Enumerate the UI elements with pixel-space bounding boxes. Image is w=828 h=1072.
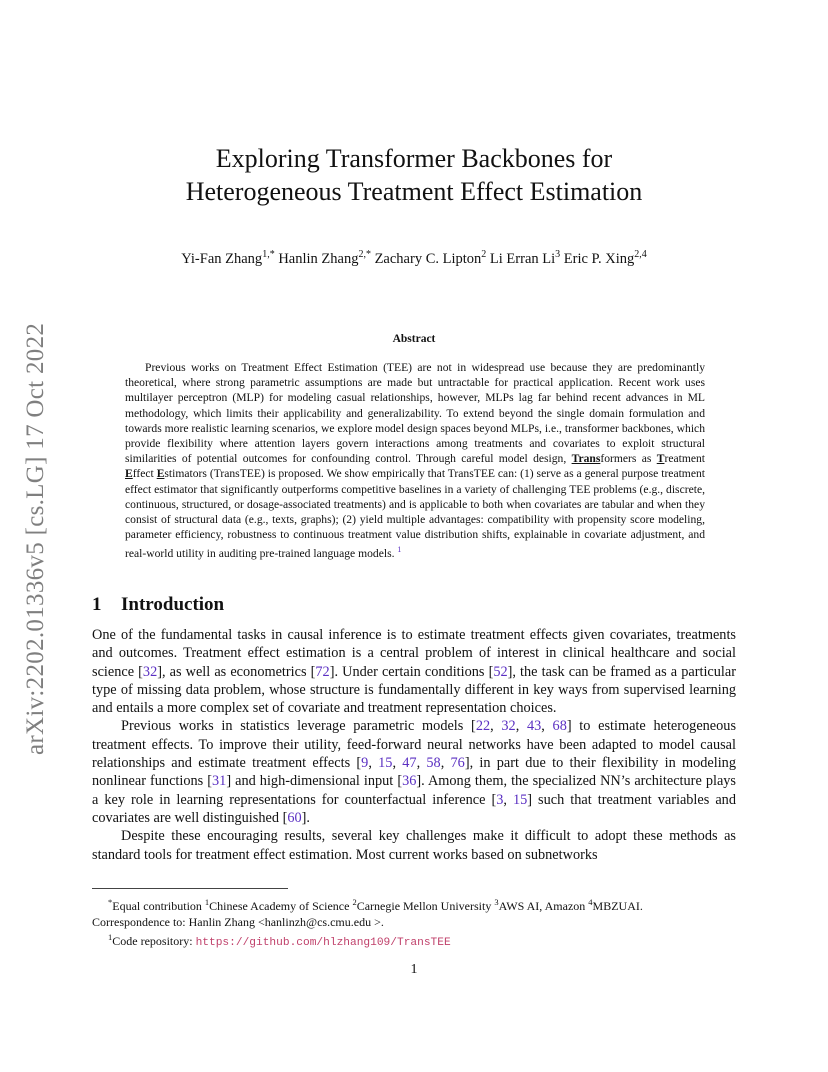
author-affiliation-mark: 3 xyxy=(555,249,561,260)
paper-title xyxy=(0,142,828,208)
equal-contribution-note: Equal contribution xyxy=(112,899,205,913)
section-title: Introduction xyxy=(121,594,225,615)
body-text: , xyxy=(541,718,553,735)
footnote-mark: 1 xyxy=(204,897,210,907)
body-text: Despite these encouraging results, several key challenges make it difficult to adopt these methods as standard tools for treatment effect estimation. Most current works based on subnetworks xyxy=(92,828,736,863)
author-name: Zachary C. Lipton xyxy=(374,250,482,267)
body-paragraph xyxy=(92,717,736,827)
body-text: , xyxy=(503,791,513,808)
citation-link[interactable]: 72 xyxy=(315,663,330,680)
citation-link[interactable]: 3 xyxy=(496,791,504,808)
introduction-body xyxy=(92,626,736,864)
section-heading-introduction xyxy=(92,594,224,616)
author-affiliation-mark: 2,4 xyxy=(634,249,647,260)
body-text: ] to estimate heterogeneous treatment effects. To improve their utility, feed-forward neural networks have been adapted to model causal relationships and estimate treatment effects [ xyxy=(92,718,737,772)
footnote-link[interactable]: 1 xyxy=(397,545,402,555)
body-text: , xyxy=(416,755,427,772)
code-footnote xyxy=(92,930,736,952)
citation-link[interactable]: 58 xyxy=(426,755,441,772)
body-text: , xyxy=(440,755,451,772)
body-text: , xyxy=(515,718,527,735)
citation-link[interactable]: 60 xyxy=(287,809,302,826)
footnote-mark: 2 xyxy=(352,897,357,907)
citation-link[interactable]: 68 xyxy=(552,718,567,735)
citation-link[interactable]: 15 xyxy=(512,791,528,808)
acronym-letters: Trans xyxy=(571,452,601,466)
author-affiliation-mark: 1,* xyxy=(262,249,275,260)
section-number: 1 xyxy=(92,594,102,615)
body-text: , xyxy=(392,755,403,772)
body-text: ]. Under certain conditions [ xyxy=(329,663,494,680)
author-name: Eric P. Xing xyxy=(563,250,635,267)
title-line-1: Exploring Transformer Backbones for xyxy=(215,144,613,173)
citation-link[interactable]: 47 xyxy=(402,755,417,772)
body-paragraph xyxy=(92,827,736,864)
acronym-rest: formers as xyxy=(600,452,657,466)
footnote-rule xyxy=(92,888,288,889)
body-text: One of the fundamental tasks in causal inference is to estimate treatment effects given covariates, treatments and outcomes. Treatment effect estimation is a central problem of interest in clinical healthcare and social science [ xyxy=(92,627,736,680)
citation-link[interactable]: 32 xyxy=(501,718,516,735)
acronym-letters: E xyxy=(125,467,133,481)
affiliation: Chinese Academy of Science xyxy=(209,899,353,913)
footnote-mark: 4 xyxy=(588,897,593,907)
abstract-text-start: Previous works on Treatment Effect Estimation (TEE) are not in widespread use because they are predominantly theoretical, where strong parametric assumptions are made but untractable for practical application. Recent work uses multilayer perceptron (MLP) for modeling casual relationships, however, MLPs lag far behind recent advances in ML methodology, which limits their applicability and generalizability. To extend beyond the single domain formulation and towards more realistic learning scenarios, we explore model design spaces beyond MLPs, i.e., transformer backbones, which provide flexibility where attention layers govern interactions among treatments and covariates to exploit structural similarities of potential outcomes for confounding control. Through careful model design, xyxy=(125,361,705,466)
body-text: ]. xyxy=(301,809,310,826)
acronym-letters: T xyxy=(656,452,665,466)
code-repository-link[interactable]: https://github.com/hlzhang109/TransTEE xyxy=(195,937,451,949)
body-text: , xyxy=(368,755,379,772)
abstract-heading: Abstract xyxy=(392,333,436,345)
citation-link[interactable]: 76 xyxy=(450,755,465,772)
affiliation: Carnegie Mellon University xyxy=(356,899,495,913)
affiliation-footnote xyxy=(92,895,736,915)
citation-link[interactable]: 36 xyxy=(402,773,417,790)
author-affiliation-mark: 2,* xyxy=(358,249,371,260)
body-text: ] and high-dimensional input [ xyxy=(226,773,403,790)
title-line-2: Heterogeneous Treatment Effect Estimation xyxy=(185,177,643,206)
body-text: ], the task can be framed as a particular type of missing data problem, whose structure is fundamentally different in key ways from supervised learning and entails a more complex set of covariate and treatment representation choices. xyxy=(92,663,736,717)
body-text: , xyxy=(490,718,502,735)
citation-link[interactable]: 31 xyxy=(212,773,227,790)
body-text: ] such that treatment variables and covariates are well distinguished [ xyxy=(92,791,736,826)
abstract-paragraph xyxy=(125,360,705,562)
citation-link[interactable]: 22 xyxy=(475,718,491,735)
body-paragraph xyxy=(92,626,736,717)
citation-link[interactable]: 52 xyxy=(493,663,508,680)
affiliation: AWS AI, Amazon xyxy=(498,899,589,913)
author-list xyxy=(0,249,828,268)
body-text: ], in part due to their flexibility in modeling nonlinear functions [ xyxy=(92,755,736,790)
citation-link[interactable]: 15 xyxy=(378,755,393,772)
abstract-text-end: is proposed. We show empirically that TransTEE can: (1) serve as a general purpose treatment effect estimator that significantly outperforms competitive baselines in a variety of challenging TEE problems (e.g., discrete, continuous, structured, or dosage-associated treatments) and is applicable to both when covariates are tabular and when they consist of structural data (e.g., texts, graphs); (2) yield multiple advantages: compatibility with propensity score modeling, parameter efficiency, robustness to continuous treatment value distribution shifts, explainable in covariate adjustment, and real-world utility in auditing pre-trained language models. xyxy=(125,467,705,561)
acronym-rest: stimators (TransTEE) xyxy=(164,467,265,481)
correspondence-note: Correspondence to: Hanlin Zhang <hanlinzh@cs.cmu.edu >. xyxy=(92,914,384,929)
author-name: Li Erran Li xyxy=(489,250,556,267)
acronym-rest: ffect xyxy=(132,467,157,481)
page-number: 1 xyxy=(410,962,418,977)
acronym-letters: E xyxy=(156,467,165,481)
author-name: Yi-Fan Zhang xyxy=(181,250,263,267)
author-name: Hanlin Zhang xyxy=(278,250,359,267)
citation-link[interactable]: 9 xyxy=(361,755,369,772)
body-text: ], as well as econometrics [ xyxy=(157,663,316,680)
affiliation: MBZUAI. xyxy=(592,899,643,913)
citation-link[interactable]: 32 xyxy=(142,663,158,680)
footnote-mark: * xyxy=(108,897,113,907)
footnotes xyxy=(92,895,736,952)
body-text: Previous works in statistics leverage parametric models [ xyxy=(121,718,476,735)
footnote-mark: 3 xyxy=(494,897,499,907)
body-text: ]. Among them, the specialized NN’s architecture plays a key role in learning representations for counterfactual inference [ xyxy=(92,773,736,808)
acronym-rest: reatment xyxy=(664,452,706,466)
author-affiliation-mark: 2 xyxy=(481,249,487,260)
abstract-body xyxy=(125,360,705,562)
citation-link[interactable]: 43 xyxy=(526,718,542,735)
arxiv-identifier-stamp: arXiv:2202.01336v5 [cs.LG] 17 Oct 2022 xyxy=(22,322,49,755)
code-note-text: Code repository: xyxy=(112,934,196,948)
footnote-mark: 1 xyxy=(108,932,113,942)
